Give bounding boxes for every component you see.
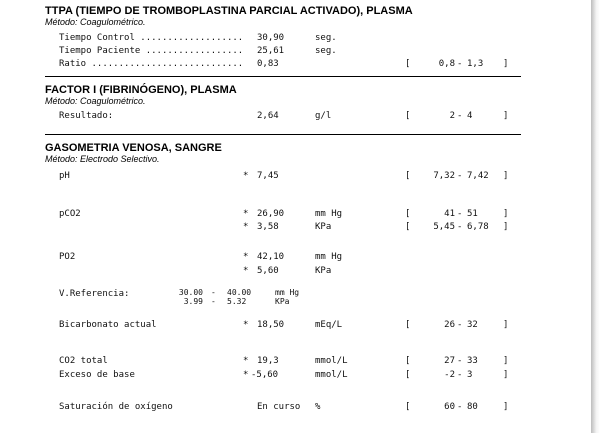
result-value: 18,50	[257, 320, 285, 330]
range-low: 27	[444, 356, 455, 366]
result-label: Tiempo Paciente ..................	[59, 46, 244, 56]
result-label: pCO2	[59, 209, 81, 219]
range-dash: -	[457, 171, 463, 181]
range-dash: -	[457, 370, 463, 380]
result-label: PO2	[59, 252, 76, 262]
range-low: 0,8	[438, 59, 455, 69]
range-high: 51	[467, 209, 478, 219]
result-unit: seg.	[315, 33, 337, 43]
result-unit: KPa	[315, 222, 332, 232]
section-divider	[45, 134, 521, 135]
result-label: CO2 total	[59, 356, 108, 366]
result-unit: mm Hg	[315, 252, 343, 262]
section-title-ttpa: TTPA (TIEMPO DE TROMBOPLASTINA PARCIAL ACTIVADO), PLASMA	[45, 5, 413, 17]
range-open-bracket: [	[405, 402, 411, 412]
range-open-bracket: [	[405, 59, 411, 69]
abnormal-flag: *	[243, 222, 249, 232]
range-close-bracket: ]	[503, 171, 509, 181]
result-value: 26,90	[257, 209, 285, 219]
range-open-bracket: [	[405, 320, 411, 330]
range-high: 32	[467, 320, 478, 330]
range-dash: -	[457, 222, 463, 232]
range-close-bracket: ]	[503, 320, 509, 330]
abnormal-flag: *	[243, 370, 249, 380]
range-high: 6,78	[467, 222, 489, 232]
section-divider	[45, 76, 521, 77]
result-label: Resultado:	[59, 111, 114, 121]
range-low: 5,45	[433, 222, 455, 232]
range-close-bracket: ]	[503, 59, 509, 69]
range-high: 4	[467, 111, 473, 121]
range-dash: -	[457, 356, 463, 366]
reference-label: V.Referencia:	[59, 289, 130, 299]
result-value: 42,10	[257, 252, 285, 262]
range-high: 7,42	[467, 171, 489, 181]
range-close-bracket: ]	[503, 402, 509, 412]
page-edge-shadow	[591, 0, 600, 433]
result-unit: mmol/L	[315, 370, 348, 380]
section-method-ttpa: Método: Coagulométrico.	[45, 17, 146, 27]
range-close-bracket: ]	[503, 209, 509, 219]
result-unit: seg.	[315, 46, 337, 56]
range-low: 60	[444, 402, 455, 412]
range-dash: -	[457, 320, 463, 330]
range-open-bracket: [	[405, 111, 411, 121]
result-value: 0,83	[257, 59, 279, 69]
result-label: Saturación de oxígeno	[59, 402, 173, 412]
range-high: 80	[467, 402, 478, 412]
reference-unit: mm Hg	[275, 288, 300, 297]
range-open-bracket: [	[405, 370, 411, 380]
range-dash: -	[457, 59, 463, 69]
result-value: 2,64	[257, 111, 279, 121]
result-value: En curso	[257, 402, 301, 412]
abnormal-flag: *	[243, 356, 249, 366]
reference-high: 40.00	[227, 288, 252, 297]
range-low: 2	[449, 111, 455, 121]
section-method-fibrinogen: Método: Coagulométrico.	[45, 96, 146, 106]
range-dash: -	[457, 111, 463, 121]
range-open-bracket: [	[405, 171, 411, 181]
result-value: -5,60	[251, 370, 279, 380]
range-high: 3	[467, 370, 473, 380]
result-value: 7,45	[257, 171, 279, 181]
result-unit: mmol/L	[315, 356, 348, 366]
range-close-bracket: ]	[503, 370, 509, 380]
range-open-bracket: [	[405, 222, 411, 232]
reference-dash: -	[211, 297, 216, 306]
range-low: -2	[444, 370, 455, 380]
abnormal-flag: *	[243, 320, 249, 330]
range-low: 41	[444, 209, 455, 219]
section-title-gasometry: GASOMETRIA VENOSA, SANGRE	[45, 142, 222, 154]
range-dash: -	[457, 402, 463, 412]
range-close-bracket: ]	[503, 111, 509, 121]
result-value: 5,60	[257, 266, 279, 276]
result-unit: g/l	[315, 111, 332, 121]
abnormal-flag: *	[243, 252, 249, 262]
result-label: Ratio ............................	[59, 59, 244, 69]
range-low: 26	[444, 320, 455, 330]
abnormal-flag: *	[243, 209, 249, 219]
result-unit: mEq/L	[315, 320, 343, 330]
result-value: 30,90	[257, 33, 285, 43]
abnormal-flag: *	[243, 171, 249, 181]
result-label: Tiempo Control ...................	[59, 33, 244, 43]
range-high: 1,3	[467, 59, 484, 69]
range-high: 33	[467, 356, 478, 366]
range-open-bracket: [	[405, 356, 411, 366]
reference-low: 30.00	[178, 288, 203, 297]
result-unit: %	[315, 402, 321, 412]
range-open-bracket: [	[405, 209, 411, 219]
result-unit: mm Hg	[315, 209, 343, 219]
section-method-gasometry: Método: Electrodo Selectivo.	[45, 154, 160, 164]
reference-dash: -	[211, 288, 216, 297]
reference-unit: KPa	[275, 297, 290, 306]
range-dash: -	[457, 209, 463, 219]
result-label: Exceso de base	[59, 370, 135, 380]
result-value: 25,61	[257, 46, 285, 56]
result-label: pH	[59, 171, 70, 181]
range-low: 7,32	[433, 171, 455, 181]
result-label: Bicarbonato actual	[59, 320, 157, 330]
range-close-bracket: ]	[503, 222, 509, 232]
section-title-fibrinogen: FACTOR I (FIBRINÓGENO), PLASMA	[45, 84, 237, 96]
result-value: 3,58	[257, 222, 279, 232]
range-close-bracket: ]	[503, 356, 509, 366]
result-value: 19,3	[257, 356, 279, 366]
abnormal-flag: *	[243, 266, 249, 276]
reference-low: 3.99	[183, 297, 203, 306]
reference-high: 5.32	[227, 297, 247, 306]
result-unit: KPa	[315, 266, 332, 276]
